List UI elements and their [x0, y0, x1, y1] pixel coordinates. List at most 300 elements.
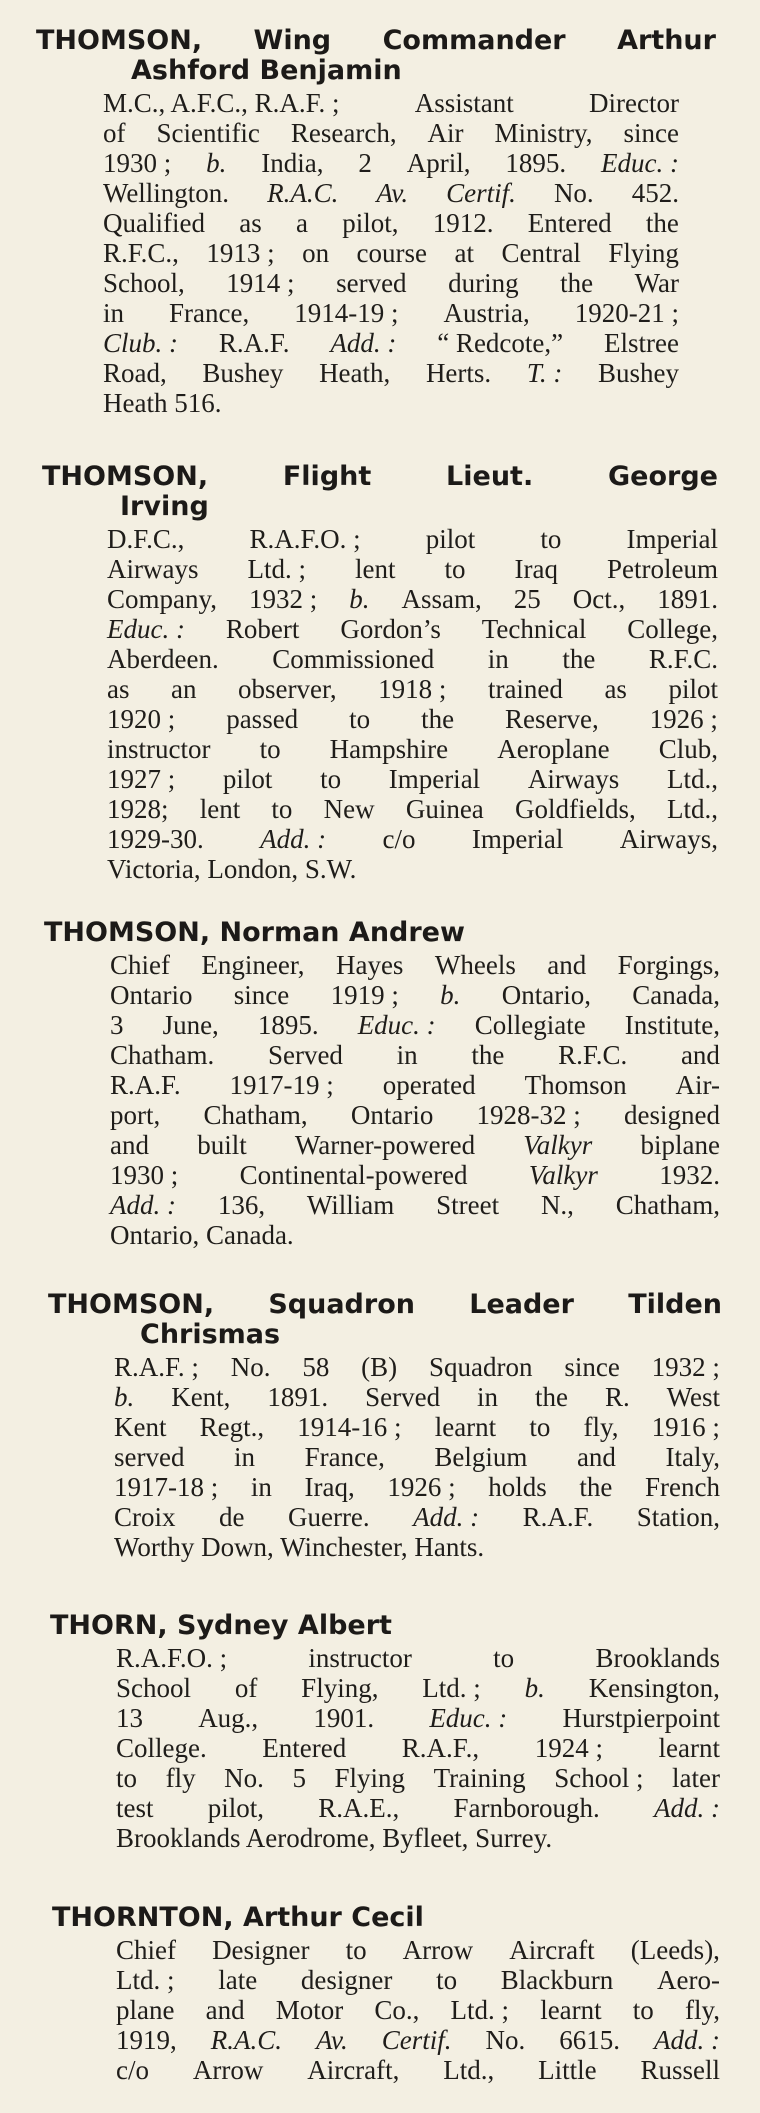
text: France, [169, 298, 250, 328]
text: de [219, 1502, 245, 1532]
text: Ontario [350, 1100, 434, 1130]
text: Add. : [413, 1502, 480, 1532]
text: Bushey [202, 358, 284, 388]
text: Guinea [405, 794, 484, 824]
body-line [116, 1703, 720, 1733]
entry-heading [52, 1903, 732, 1933]
text: the [471, 1040, 505, 1070]
text: Blackburn [500, 1965, 614, 1995]
text: and [547, 950, 587, 980]
text: fly, [583, 1412, 619, 1442]
entry-thomson-george [0, 462, 760, 884]
text: Certif. [381, 2025, 452, 2055]
heading-word: THOMSON, [36, 25, 203, 56]
entry-heading [42, 462, 718, 522]
text: India, [261, 148, 324, 178]
text: designed [623, 1100, 720, 1130]
text: Imperial [471, 824, 564, 854]
text: 1917-18 ; [114, 1472, 219, 1502]
text: Russell [640, 2055, 720, 2085]
text: R.A.C. [210, 2025, 282, 2055]
text: Add. : [260, 824, 327, 854]
text: War [634, 268, 679, 298]
text: 5 [292, 1763, 306, 1793]
text: Entered [527, 208, 612, 238]
text: Victoria, London, S.W. [107, 854, 357, 884]
body-line [107, 794, 718, 824]
heading-word: Leader [469, 1289, 574, 1320]
body-line [103, 88, 679, 118]
text: No. [224, 1763, 264, 1793]
text: Petroleum [606, 554, 718, 584]
text: the [560, 268, 594, 298]
text: to [632, 1995, 654, 2025]
text: pilot [425, 524, 476, 554]
body-line [107, 734, 718, 764]
body-line [114, 1532, 720, 1562]
body-line [107, 854, 718, 884]
text: Italy, [665, 1442, 720, 1472]
text: lent [354, 554, 396, 584]
text: Scientific [156, 118, 260, 148]
text: 1914-19 ; [294, 298, 399, 328]
text: learnt [540, 1995, 602, 2025]
text: 136, [217, 1190, 266, 1220]
text: School ; [554, 1763, 644, 1793]
text: School, [103, 268, 185, 298]
text: R.A.C. [267, 178, 339, 208]
text: No. [230, 1352, 271, 1382]
text: Air- [675, 1070, 720, 1100]
text: 1920 ; [107, 704, 176, 734]
text: Ontario, Canada. [110, 1220, 294, 1250]
text: to [345, 1935, 367, 1965]
text: learnt [658, 1733, 720, 1763]
text: Institute, [624, 1010, 720, 1040]
body-line [103, 328, 679, 358]
text: Oct., [572, 584, 626, 614]
entry-heading [48, 1290, 722, 1350]
text: West [666, 1382, 720, 1412]
body-line [110, 1040, 720, 1070]
text: served [336, 268, 407, 298]
text: the [535, 1382, 568, 1412]
text: 13 [116, 1703, 143, 1733]
text: 3 [110, 1010, 124, 1040]
text: b. [206, 148, 227, 178]
body-line [103, 118, 679, 148]
text: in [234, 1442, 256, 1472]
text: Educ. : [357, 1010, 436, 1040]
text: Served [267, 1040, 343, 1070]
entry-thornton-arthur [0, 1903, 760, 2085]
text: Reserve, [505, 704, 599, 734]
text: Warner-powered [294, 1130, 476, 1160]
text: Co., [374, 1995, 420, 2025]
text: Flying, [301, 1673, 379, 1703]
body-line [116, 1793, 720, 1823]
text: the [421, 704, 455, 734]
text: 1916 ; [651, 1412, 720, 1442]
text: Aug., [198, 1703, 259, 1733]
text: c/o [116, 2055, 149, 2085]
entry-body [114, 1352, 720, 1562]
text: in [477, 1382, 499, 1412]
text: to [320, 764, 342, 794]
entry-thomson-tilden [0, 1290, 760, 1562]
entry-body [116, 1935, 720, 2085]
text: Valkyr [528, 1160, 598, 1190]
entry-body [116, 1643, 720, 1853]
body-line [116, 1995, 720, 2025]
body-line [103, 358, 679, 388]
text: Chief [110, 950, 170, 980]
text: since [233, 980, 290, 1010]
text: 1901. [313, 1703, 375, 1733]
text: 1918 ; [378, 674, 447, 704]
text: Airways, [619, 824, 718, 854]
text: the [579, 1472, 613, 1502]
text: Ltd. ; [422, 1673, 481, 1703]
text: April, [406, 148, 471, 178]
text: b. [440, 980, 461, 1010]
text: Add. : [110, 1190, 176, 1220]
text: R.A.E., [318, 1793, 400, 1823]
text: instructor [107, 734, 211, 764]
text: D.F.C., [107, 524, 185, 554]
text: to [444, 554, 466, 584]
text: “ Redcote,” [437, 328, 564, 358]
text: R. [604, 1382, 630, 1412]
heading-word: George [607, 461, 718, 492]
body-line [103, 208, 679, 238]
text: designer [300, 1965, 393, 1995]
text: Elstree [604, 328, 679, 358]
text: Chief [116, 1935, 176, 1965]
text: Valkyr [523, 1130, 593, 1160]
text: Assam, [401, 584, 482, 614]
text: School [116, 1673, 192, 1703]
text: France, [304, 1442, 385, 1472]
text: Club, [658, 734, 718, 764]
text: Arrow [192, 2055, 264, 2085]
text: R.A.F., [401, 1733, 480, 1763]
text: lent [199, 794, 241, 824]
text: the [562, 644, 596, 674]
text: Kent [114, 1412, 167, 1442]
text: Aircraft, [307, 2055, 400, 2085]
text: 1913 ; [206, 238, 275, 268]
text: Ontario [110, 980, 193, 1010]
text: built [197, 1130, 247, 1160]
text: at [454, 238, 474, 268]
text: operated [382, 1070, 476, 1100]
text: Aircraft [509, 1935, 595, 1965]
entry-heading [44, 918, 724, 948]
heading-word: Lieut. [446, 461, 534, 492]
body-line [116, 1763, 720, 1793]
text: Engineer, [201, 950, 305, 980]
text: Assistant [414, 88, 514, 118]
text: course [356, 238, 428, 268]
body-line [116, 2055, 720, 2085]
text: 1920-21 ; [574, 298, 679, 328]
text: to [436, 1965, 458, 1995]
text: Austria, [443, 298, 530, 328]
heading-word: THORNTON, Arthur Cecil [52, 1902, 424, 1933]
body-line [107, 524, 718, 554]
text: Chatham, [615, 1190, 720, 1220]
text: pilot [668, 674, 718, 704]
heading-word: Arthur [617, 25, 716, 56]
body-line [107, 584, 718, 614]
text: 1930 ; [110, 1160, 179, 1190]
text: as [107, 674, 130, 704]
text: Aberdeen. [107, 644, 219, 674]
text: instructor [308, 1643, 412, 1673]
text: later [672, 1763, 720, 1793]
text: and [205, 1995, 245, 2025]
body-line [103, 268, 679, 298]
text: test [116, 1793, 154, 1823]
text: 1914 ; [226, 268, 295, 298]
body-line [110, 1100, 720, 1130]
text: Belgium [434, 1442, 528, 1472]
text: Imperial [388, 764, 481, 794]
text: in [250, 1472, 272, 1502]
text: Central [501, 238, 581, 268]
text: in [103, 298, 125, 328]
text: 1924 ; [534, 1733, 603, 1763]
text: Robert [225, 614, 300, 644]
body-line [103, 148, 679, 178]
text: Served [365, 1382, 441, 1412]
text: and [110, 1130, 149, 1160]
text: 1928-32 ; [476, 1100, 581, 1130]
text: Hurstpierpoint [562, 1703, 720, 1733]
text: Guerre. [287, 1502, 370, 1532]
heading-word: Commander [382, 25, 566, 56]
entry-heading [50, 1611, 730, 1641]
text: M.C., A.F.C., R.A.F. ; [103, 88, 340, 118]
text: Aero- [656, 1965, 720, 1995]
text: R.A.F.O. ; [116, 1643, 228, 1673]
text: 1914-16 ; [297, 1412, 402, 1442]
text: William [306, 1190, 395, 1220]
text: Brooklands [595, 1643, 720, 1673]
text: during [448, 268, 519, 298]
text: 1919, [116, 2025, 177, 2055]
heading-continuation: Ashford Benjamin [131, 55, 402, 86]
heading-word: THOMSON, [42, 461, 209, 492]
text: Commissioned [272, 644, 435, 674]
text: June, [162, 1010, 219, 1040]
text: served [114, 1442, 185, 1472]
text: (B) [361, 1352, 398, 1382]
text: Croix [114, 1502, 176, 1532]
text: Street [436, 1190, 500, 1220]
body-line [116, 1673, 720, 1703]
entry-heading [36, 26, 716, 86]
text: Chatham, [203, 1100, 308, 1130]
text: to [259, 734, 281, 764]
text: No. [553, 178, 594, 208]
text: Forgings, [617, 950, 720, 980]
text: Chatham. [110, 1040, 215, 1070]
text: on [302, 238, 330, 268]
text: biplane [640, 1130, 720, 1160]
text: the [645, 208, 679, 238]
text: 1891. [267, 1382, 329, 1412]
text: Little [538, 2055, 597, 2085]
text: Educ. : [429, 1703, 508, 1733]
text: Hampshire [329, 734, 449, 764]
text: 1932 ; [249, 584, 318, 614]
text: College, [627, 614, 718, 644]
text: Av. [376, 178, 409, 208]
text: Technical [481, 614, 587, 644]
body-line [103, 388, 679, 418]
text: to [116, 1763, 138, 1793]
body-line [116, 1823, 720, 1853]
text: R.F.C. [558, 1040, 628, 1070]
text: Squadron [429, 1352, 533, 1382]
text: pilot, [207, 1793, 265, 1823]
text: as [604, 674, 627, 704]
text: of [103, 118, 126, 148]
text: Wellington. [103, 178, 230, 208]
text: to [493, 1643, 515, 1673]
text: Educ. : [107, 614, 185, 644]
text: in [487, 644, 509, 674]
heading-word: THOMSON, Norman Andrew [44, 917, 465, 948]
heading-continuation: Chrismas [140, 1319, 281, 1350]
text: 1929-30. [107, 824, 204, 854]
text: Director [589, 88, 679, 118]
body-line [107, 674, 718, 704]
body-line [116, 1733, 720, 1763]
text: b. [524, 1673, 545, 1703]
entry-thomson-norman [0, 918, 760, 1250]
text: No. [485, 2025, 526, 2055]
text: Educ. : [601, 148, 679, 178]
text: Club. : [103, 328, 179, 358]
text: Wheels [434, 950, 516, 980]
text: Ltd., [666, 764, 718, 794]
text: Heath 516. [103, 388, 222, 418]
text: Continental-powered [239, 1160, 468, 1190]
text: N., [540, 1190, 574, 1220]
heading-word: Squadron [268, 1289, 415, 1320]
text: Entered [262, 1733, 347, 1763]
entry-body [110, 950, 720, 1250]
text: Kensington, [588, 1673, 720, 1703]
text: Qualified [103, 208, 205, 238]
body-line [107, 554, 718, 584]
body-line [110, 950, 720, 980]
body-line [114, 1442, 720, 1472]
text: 1917-19 ; [229, 1070, 334, 1100]
body-line [103, 298, 679, 328]
text: Airways [527, 764, 620, 794]
text: Worthy Down, Winchester, Hants. [114, 1532, 485, 1562]
text: New [323, 794, 375, 824]
text: 1919 ; [330, 980, 399, 1010]
text: 1932. [659, 1160, 720, 1190]
text: as [239, 208, 262, 238]
text: port, [110, 1100, 161, 1130]
text: of [234, 1673, 258, 1703]
text: Ontario, [501, 980, 591, 1010]
text: 25 [513, 584, 541, 614]
text: since [623, 118, 679, 148]
text: b. [114, 1382, 135, 1412]
text: French [645, 1472, 720, 1502]
body-line [114, 1382, 720, 1412]
text: 1895. [257, 1010, 319, 1040]
text: Collegiate [474, 1010, 586, 1040]
text: Designer [212, 1935, 310, 1965]
text: Farnborough. [453, 1793, 600, 1823]
text: an [171, 674, 197, 704]
text: R.F.C. [648, 644, 718, 674]
text: 1927 ; [107, 764, 176, 794]
text: b. [349, 584, 370, 614]
text: Ltd. ; [247, 554, 306, 584]
text: Add. : [654, 2025, 720, 2055]
text: Gordon’s [340, 614, 441, 644]
text: Iraq, [304, 1472, 355, 1502]
text: pilot, [342, 208, 399, 238]
text: Ministry, [494, 118, 593, 148]
text: R.A.F. ; [114, 1352, 199, 1382]
text: Motor [275, 1995, 344, 2025]
entry-thomson-arthur [0, 26, 760, 418]
text: Road, [103, 358, 167, 388]
body-line [114, 1352, 720, 1382]
text: to [540, 524, 562, 554]
text: and [680, 1040, 720, 1070]
text: Ltd., [443, 2055, 495, 2085]
heading-word: THORN, Sydney Albert [50, 1610, 392, 1641]
text: Herts. [425, 358, 492, 388]
text: Iraq [514, 554, 558, 584]
text: 1932 ; [651, 1352, 720, 1382]
body-line [114, 1472, 720, 1502]
text: Add. : [330, 328, 397, 358]
body-line [110, 1160, 720, 1190]
body-line [110, 1130, 720, 1160]
text: 1891. [657, 584, 718, 614]
text: R.F.C., [103, 238, 179, 268]
text: Arrow [402, 1935, 474, 1965]
text: 1928; [107, 794, 169, 824]
text: Flying [608, 238, 679, 268]
text: holds [488, 1472, 547, 1502]
text: Aeroplane [497, 734, 610, 764]
text: and [576, 1442, 616, 1472]
text: trained [487, 674, 563, 704]
text: 1926 ; [649, 704, 718, 734]
text: Flying [334, 1763, 406, 1793]
heading-continuation: Irving [120, 491, 209, 522]
text: c/o [382, 824, 416, 854]
text: Heath, [319, 358, 391, 388]
body-line [103, 238, 679, 268]
text: passed [226, 704, 299, 734]
text: Research, [290, 118, 397, 148]
text: to [349, 704, 371, 734]
